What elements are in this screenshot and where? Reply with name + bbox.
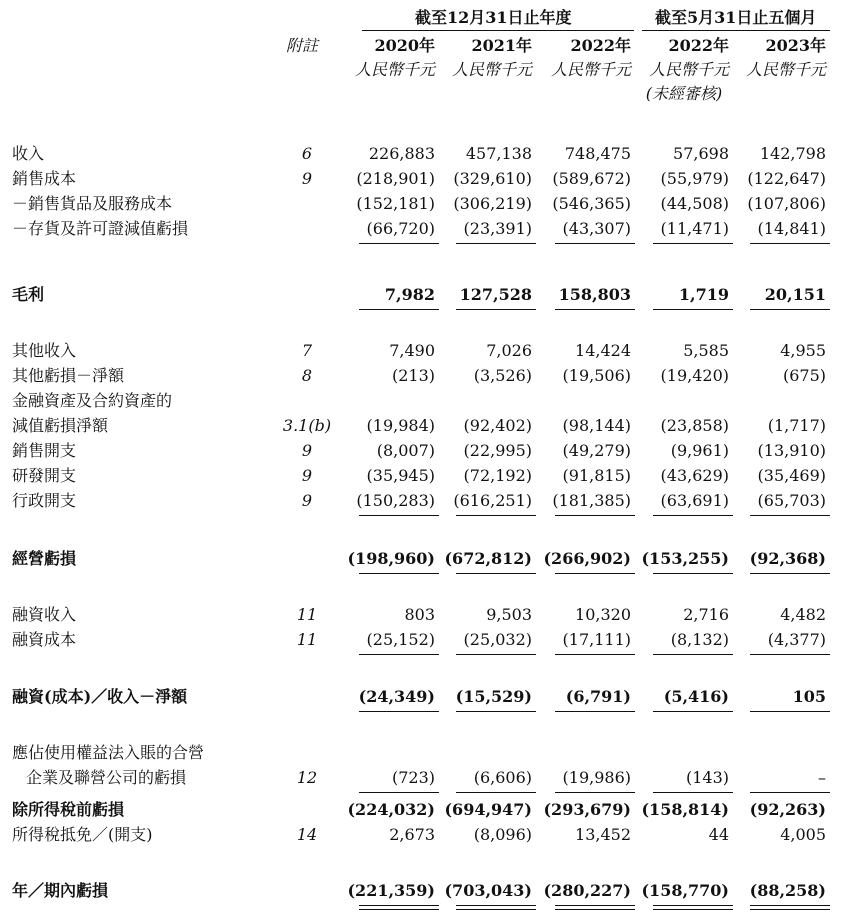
row-value: (224,032)	[347, 800, 435, 819]
row-note: 14	[296, 825, 318, 844]
row-value: –	[818, 768, 826, 787]
row-value: 803	[404, 605, 435, 624]
subtotal-rule	[653, 515, 733, 516]
subtotal-rule	[456, 243, 536, 244]
row-note: 7	[301, 341, 313, 360]
row-value: (150,283)	[356, 491, 435, 510]
row-value: (266,902)	[543, 549, 631, 568]
row-label: 融資(成本)／收入－淨額	[12, 687, 188, 706]
header-year-3: 2022年	[668, 36, 729, 55]
row-value: (6,606)	[473, 768, 532, 787]
row-value: (23,858)	[660, 416, 729, 435]
row-value: (1,717)	[767, 416, 826, 435]
row-value: 7,490	[389, 341, 435, 360]
row-value: (98,144)	[562, 416, 631, 435]
row-value: (43,307)	[562, 219, 631, 238]
total-rule	[555, 573, 635, 574]
subtotal-rule	[456, 515, 536, 516]
subtotal-rule	[750, 792, 830, 793]
row-value: 748,475	[564, 144, 631, 163]
header-unit-0: 人民幣千元	[354, 60, 435, 79]
total-rule	[456, 711, 536, 712]
row-note: 9	[301, 466, 313, 485]
row-value: (92,263)	[749, 800, 826, 819]
total-rule	[750, 573, 830, 574]
row-value: (672,812)	[444, 549, 532, 568]
total-rule	[359, 905, 439, 910]
row-value: (152,181)	[356, 194, 435, 213]
subtotal-rule	[653, 654, 733, 655]
row-value: (218,901)	[356, 169, 435, 188]
subtotal-rule	[456, 654, 536, 655]
row-label: 研發開支	[12, 466, 77, 485]
row-value: (43,629)	[660, 466, 729, 485]
row-value: (17,111)	[562, 630, 631, 649]
row-label: 融資收入	[12, 605, 77, 624]
row-value: (694,947)	[444, 800, 532, 819]
row-value: (19,420)	[660, 366, 729, 385]
header-unit-2: 人民幣千元	[550, 60, 631, 79]
row-value: (6,791)	[565, 687, 631, 706]
row-value: 44	[708, 825, 729, 844]
subtotal-rule	[653, 792, 733, 793]
total-rule	[750, 711, 830, 712]
row-label: 融資成本	[12, 630, 77, 649]
row-value: (25,152)	[366, 630, 435, 649]
row-value: (88,258)	[749, 881, 826, 900]
header-year-2: 2022年	[570, 36, 631, 55]
row-value: (4,377)	[767, 630, 826, 649]
row-value: (72,192)	[463, 466, 532, 485]
row-value: (306,219)	[453, 194, 532, 213]
header-note-label: 附註	[286, 36, 319, 55]
total-rule	[653, 573, 733, 574]
row-note: 3.1(b)	[282, 416, 332, 435]
row-value: (122,647)	[747, 169, 826, 188]
subtotal-rule	[750, 654, 830, 655]
row-note: 9	[301, 441, 313, 460]
row-label: 年／期內虧損	[12, 881, 109, 900]
row-note: 8	[301, 366, 313, 385]
row-label: 減值虧損淨額	[12, 416, 109, 435]
header-unaudited: (未經審核)	[645, 84, 723, 103]
row-value: (91,815)	[562, 466, 631, 485]
total-rule	[653, 309, 733, 310]
row-value: (35,469)	[757, 466, 826, 485]
total-rule	[456, 905, 536, 910]
row-label: 毛利	[12, 285, 45, 304]
row-value: (723)	[391, 768, 435, 787]
row-value: (19,506)	[562, 366, 631, 385]
row-value: (15,529)	[455, 687, 532, 706]
total-rule	[555, 309, 635, 310]
row-value: (703,043)	[444, 881, 532, 900]
row-value: (35,945)	[366, 466, 435, 485]
row-value: 10,320	[575, 605, 631, 624]
row-value: (63,691)	[660, 491, 729, 510]
total-rule	[555, 905, 635, 910]
row-label: 收入	[12, 144, 45, 163]
total-rule	[456, 573, 536, 574]
row-label: 企業及聯營公司的虧損	[26, 768, 187, 787]
row-value: (22,995)	[463, 441, 532, 460]
row-value: (92,402)	[463, 416, 532, 435]
row-value: (616,251)	[453, 491, 532, 510]
subtotal-rule	[555, 654, 635, 655]
row-value: (293,679)	[543, 800, 631, 819]
row-value: (107,806)	[747, 194, 826, 213]
row-value: (49,279)	[562, 441, 631, 460]
row-value: 57,698	[673, 144, 729, 163]
subtotal-rule	[750, 515, 830, 516]
row-value: (8,132)	[670, 630, 729, 649]
row-value: (158,770)	[641, 881, 729, 900]
row-value: (280,227)	[543, 881, 631, 900]
row-value: 7,026	[486, 341, 532, 360]
row-value: 4,005	[780, 825, 826, 844]
row-value: (9,961)	[670, 441, 729, 460]
row-value: 13,452	[575, 825, 631, 844]
header-group-five-months: 截至5月31日止五個月	[655, 8, 817, 27]
row-value: (589,672)	[552, 169, 631, 188]
row-value: (19,984)	[366, 416, 435, 435]
header-unit-3: 人民幣千元	[648, 60, 729, 79]
total-rule	[359, 573, 439, 574]
row-value: (24,349)	[358, 687, 435, 706]
row-note: 11	[296, 605, 318, 624]
row-value: 4,955	[780, 341, 826, 360]
row-value: (66,720)	[366, 219, 435, 238]
row-value: (11,471)	[660, 219, 729, 238]
row-label: 銷售開支	[12, 441, 77, 460]
row-value: 9,503	[486, 605, 532, 624]
header-group-year-ended: 截至12月31日止年度	[415, 8, 572, 27]
row-label: 其他收入	[12, 341, 77, 360]
row-note: 9	[301, 491, 313, 510]
row-value: (13,910)	[757, 441, 826, 460]
row-note: 6	[301, 144, 313, 163]
total-rule	[653, 905, 733, 910]
subtotal-rule	[359, 515, 439, 516]
total-rule	[750, 309, 830, 310]
subtotal-rule	[359, 654, 439, 655]
row-value: 2,716	[683, 605, 729, 624]
row-value: (143)	[685, 768, 729, 787]
row-value: (92,368)	[749, 549, 826, 568]
row-value: (181,385)	[552, 491, 631, 510]
subtotal-rule	[555, 792, 635, 793]
row-value: 457,138	[465, 144, 532, 163]
subtotal-rule	[555, 243, 635, 244]
row-value: 1,719	[678, 285, 729, 304]
subtotal-rule	[359, 792, 439, 793]
row-note: 12	[296, 768, 318, 787]
row-value: (213)	[391, 366, 435, 385]
row-value: (14,841)	[757, 219, 826, 238]
row-label: 其他虧損－淨額	[12, 366, 125, 385]
row-value: (44,508)	[660, 194, 729, 213]
header-year-4: 2023年	[765, 36, 826, 55]
header-unit-1: 人民幣千元	[451, 60, 532, 79]
row-value: (65,703)	[757, 491, 826, 510]
subtotal-rule	[555, 515, 635, 516]
row-label: －存貨及許可證減值虧損	[12, 219, 189, 238]
row-value: (329,610)	[453, 169, 532, 188]
row-value: (158,814)	[641, 800, 729, 819]
row-value: 5,585	[683, 341, 729, 360]
row-value: 127,528	[459, 285, 532, 304]
row-value: (8,096)	[473, 825, 532, 844]
row-value: 7,982	[384, 285, 435, 304]
row-label: 銷售成本	[12, 169, 77, 188]
row-value: 142,798	[759, 144, 826, 163]
subtotal-rule	[359, 243, 439, 244]
header-year-1: 2021年	[471, 36, 532, 55]
header-unit-4: 人民幣千元	[745, 60, 826, 79]
row-value: (153,255)	[641, 549, 729, 568]
subtotal-rule	[653, 243, 733, 244]
total-rule	[555, 711, 635, 712]
row-value: (198,960)	[347, 549, 435, 568]
subtotal-rule	[750, 243, 830, 244]
row-value: (23,391)	[463, 219, 532, 238]
total-rule	[750, 905, 830, 910]
row-value: 158,803	[558, 285, 631, 304]
row-label: 所得稅抵免／(開支)	[12, 825, 153, 844]
row-value: (25,032)	[463, 630, 532, 649]
row-label: 行政開支	[12, 491, 77, 510]
header-rule-1	[362, 30, 634, 31]
row-value: (675)	[782, 366, 826, 385]
row-label: －銷售貨品及服務成本	[12, 194, 173, 213]
row-value: 14,424	[575, 341, 631, 360]
row-label: 經營虧損	[12, 549, 77, 568]
header-rule-2	[642, 30, 830, 31]
row-value: 20,151	[764, 285, 826, 304]
row-value: (8,007)	[376, 441, 435, 460]
row-value: (3,526)	[473, 366, 532, 385]
row-value: 2,673	[389, 825, 435, 844]
header-year-0: 2020年	[374, 36, 435, 55]
row-value: (546,365)	[552, 194, 631, 213]
subtotal-rule	[456, 792, 536, 793]
row-value: 4,482	[780, 605, 826, 624]
row-value: (5,416)	[663, 687, 729, 706]
row-value: (55,979)	[660, 169, 729, 188]
row-label: 應佔使用權益法入賬的合營	[12, 743, 205, 762]
row-value: 105	[792, 687, 826, 706]
row-label: 金融資產及合約資產的	[12, 391, 173, 410]
row-note: 11	[296, 630, 318, 649]
row-value: (221,359)	[347, 881, 435, 900]
total-rule	[359, 309, 439, 310]
total-rule	[359, 711, 439, 712]
total-rule	[653, 711, 733, 712]
row-note: 9	[301, 169, 313, 188]
row-label: 除所得稅前虧損	[12, 800, 125, 819]
total-rule	[456, 309, 536, 310]
row-value: (19,986)	[562, 768, 631, 787]
row-value: 226,883	[368, 144, 435, 163]
